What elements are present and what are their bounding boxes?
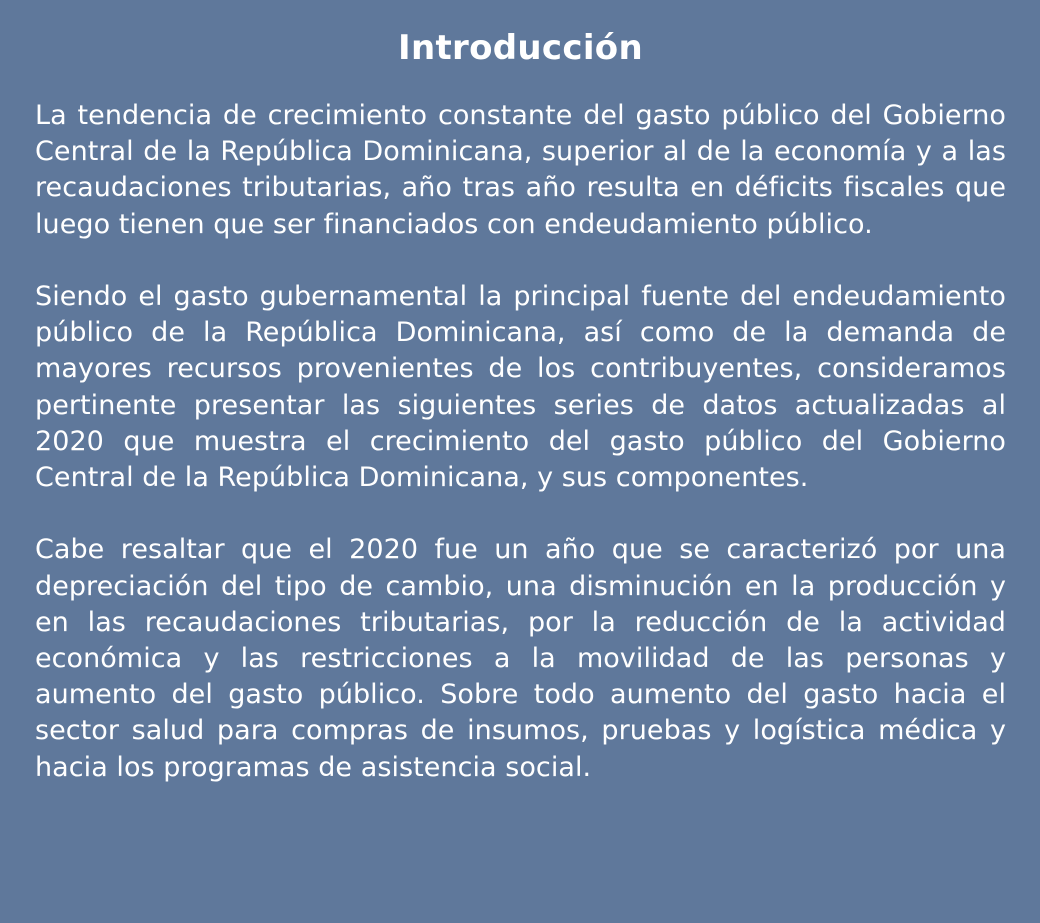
- paragraph-1: La tendencia de crecimiento constante del gasto público del Gobierno Central de la República Dominicana, superior al de la economía y a las recaudaciones tributarias, año tras año resulta en déficits fiscales que luego tienen que ser financiados con endeudamiento público.: [35, 100, 1006, 240]
- paragraph-3: Cabe resaltar que el 2020 fue un año que se caracterizó por una depreciación del tipo de cambio, una disminución en la producción y en las recaudaciones tributarias, por la reducción de la actividad económica y las restricciones a la movilidad de las personas y aumento del gasto público. Sobre todo aumento del gasto hacia el sector salud para compras de insumos, pruebas y logística médica y hacia los programas de asistencia social.: [35, 534, 1006, 783]
- paragraph-2: Siendo el gasto gubernamental la principal fuente del endeudamiento público de la República Dominicana, así como de la demanda de mayores recursos provenientes de los contribuyentes, consideramos pertinente presentar las siguientes series de datos actualizadas al 2020 que muestra el crecimiento del gasto público del Gobierno Central de la República Dominicana, y sus componentes.: [35, 281, 1006, 494]
- page-title: Introducción: [398, 28, 643, 68]
